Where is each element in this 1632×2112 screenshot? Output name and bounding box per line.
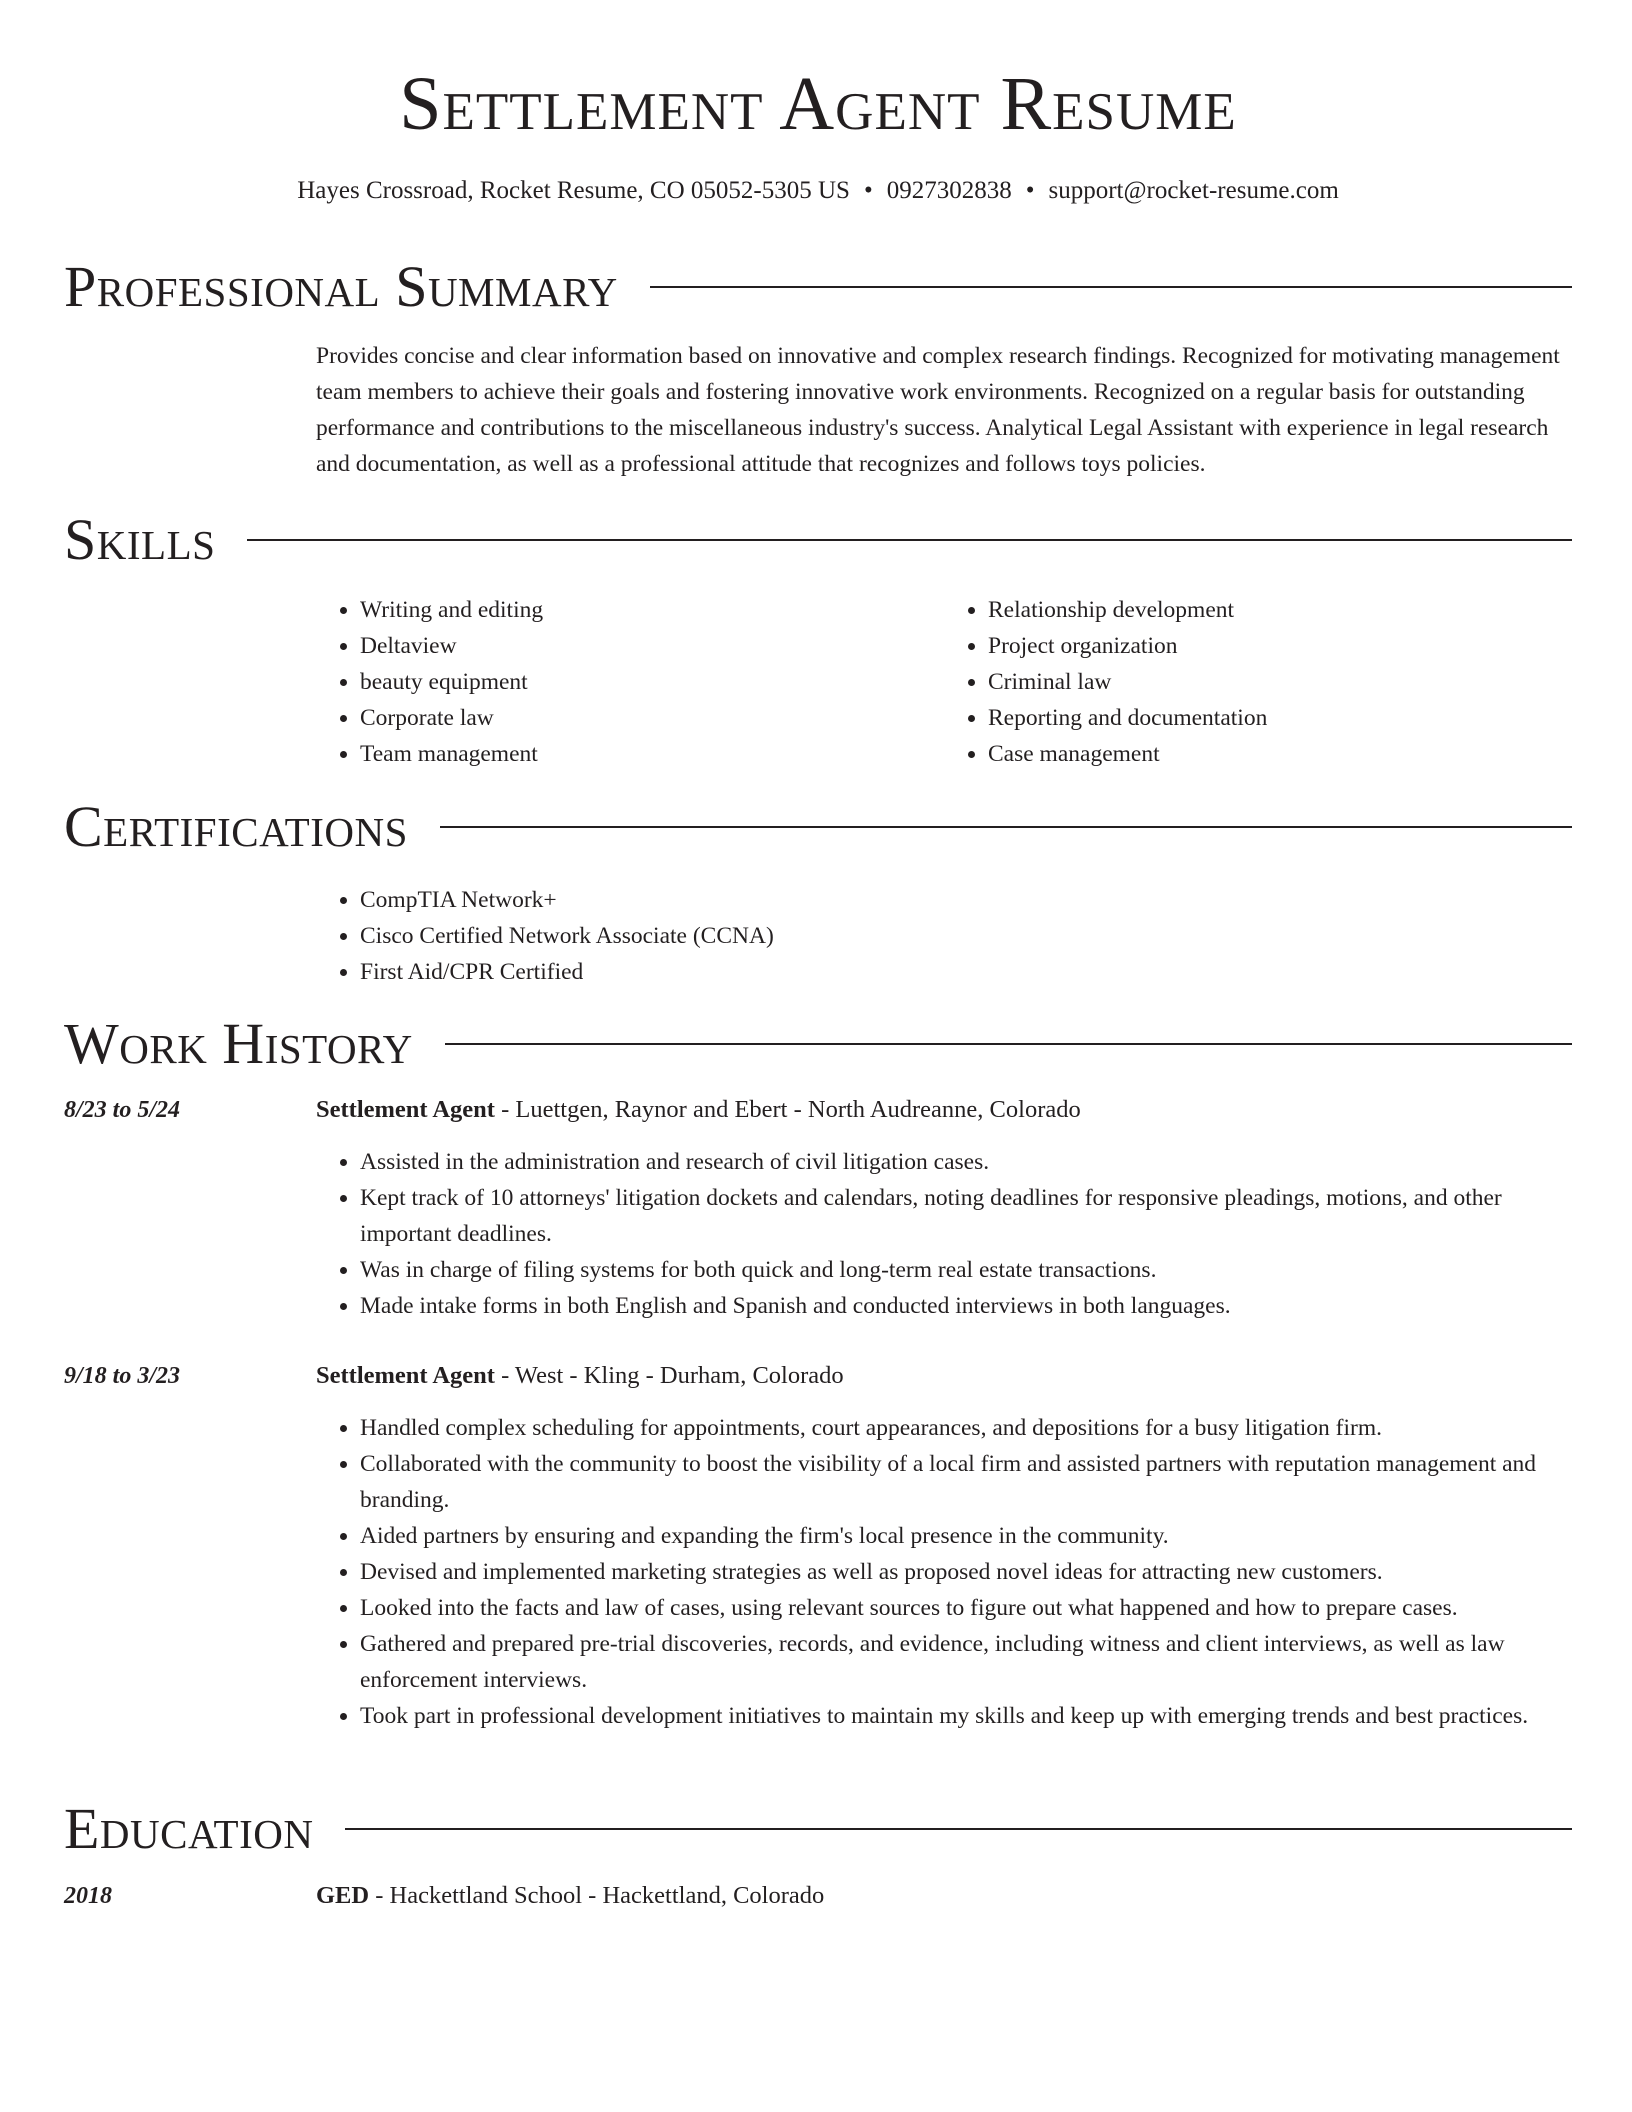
- job-bullet: • Devised and implemented marketing strategies as well as proposed novel ideas for attracting new customers.: [360, 1554, 1572, 1590]
- certification-item: • CompTIA Network+: [360, 882, 1572, 918]
- summary-text: Provides concise and clear information based on innovative and complex research findings. Recognized for motivating management team members to achieve their goals and fostering innovative work environments. Recognized on a regular basis for outstanding performance and contributions to the miscellaneous industry's success. Analytical Legal Assistant with experience in legal research and documentation, as well as a professional attitude that recognizes and follows toys policies.: [316, 343, 1560, 477]
- contact-line: [64, 174, 1572, 208]
- skill-item: • Relationship development: [988, 592, 1572, 628]
- section-divider: [650, 286, 1572, 288]
- job-bullet: • Gathered and prepared pre-trial discoveries, records, and evidence, including witness and client interviews, as well as law enforcement interviews.: [360, 1626, 1572, 1698]
- section-divider: [345, 1828, 1572, 1830]
- separator: •: [1025, 177, 1035, 204]
- job-heading: [316, 1358, 844, 1394]
- phone: 0927302838: [886, 177, 1012, 204]
- job-heading: [316, 1092, 1081, 1128]
- address: Hayes Crossroad, Rocket Resume, CO 05052-5305 US: [297, 177, 850, 204]
- skill-item: • Criminal law: [988, 664, 1572, 700]
- section-header-work-history: [64, 1009, 1572, 1079]
- section-title: Work History: [64, 1011, 413, 1076]
- job-bullet: • Made intake forms in both English and Spanish and conducted interviews in both languages.: [360, 1288, 1572, 1324]
- education-degree: GED: [316, 1882, 370, 1909]
- skill-item: • Team management: [360, 736, 944, 772]
- skills-list: [316, 592, 1572, 772]
- skill-item: • Corporate law: [360, 700, 944, 736]
- separator: •: [863, 177, 873, 204]
- skill-item: • Writing and editing: [360, 592, 944, 628]
- section-divider: [440, 826, 1572, 828]
- job-bullets: [316, 1410, 1572, 1734]
- section-divider: [247, 539, 1572, 541]
- job-bullet: • Looked into the facts and law of cases, using relevant sources to figure out what happened and how to prepare cases.: [360, 1590, 1572, 1626]
- job-bullet: • Was in charge of filing systems for both quick and long-term real estate transactions.: [360, 1252, 1572, 1288]
- section-title: Education: [64, 1796, 314, 1861]
- skill-item: • Project organization: [988, 628, 1572, 664]
- job-bullet: • Aided partners by ensuring and expanding the firm's local presence in the community.: [360, 1518, 1572, 1554]
- education-details: - Hackettland School - Hackettland, Colorado: [369, 1882, 825, 1909]
- skill-item: • Case management: [988, 736, 1572, 772]
- job-bullet: • Kept track of 10 attorneys' litigation dockets and calendars, noting deadlines for responsive pleadings, motions, and other important deadlines.: [360, 1180, 1572, 1252]
- job-dates: 9/18 to 3/23: [64, 1363, 181, 1389]
- skills-column-right: [944, 592, 1572, 772]
- certifications-list: [316, 882, 1572, 990]
- job-bullet: • Collaborated with the community to boost the visibility of a local firm and assisted partners with reputation management and branding.: [360, 1446, 1572, 1518]
- skill-item: • Reporting and documentation: [988, 700, 1572, 736]
- job-title: Settlement Agent: [316, 1096, 495, 1123]
- job-bullet: • Assisted in the administration and research of civil litigation cases.: [360, 1144, 1572, 1180]
- education-year: 2018: [64, 1883, 112, 1909]
- skill-item: • Deltaview: [360, 628, 944, 664]
- section-header-summary: [64, 252, 1572, 322]
- skills-column-left: [316, 592, 944, 772]
- section-title: Professional Summary: [64, 254, 618, 319]
- skill-item: • beauty equipment: [360, 664, 944, 700]
- certification-item: • Cisco Certified Network Associate (CCNA): [360, 918, 1572, 954]
- section-divider: [445, 1043, 1572, 1045]
- page-title: Settlement Agent Resume: [399, 62, 1237, 146]
- job-dates: 8/23 to 5/24: [64, 1097, 181, 1123]
- education-heading: [316, 1878, 824, 1914]
- job-details: - West - Kling - Durham, Colorado: [494, 1362, 844, 1389]
- section-header-education: [64, 1794, 1572, 1864]
- job-bullet: • Took part in professional development initiatives to maintain my skills and keep up with emerging trends and best practices.: [360, 1698, 1572, 1734]
- certification-item: • First Aid/CPR Certified: [360, 954, 1572, 990]
- job-details: - Luettgen, Raynor and Ebert - North Audreanne, Colorado: [494, 1096, 1081, 1123]
- section-title: Certifications: [64, 794, 408, 859]
- job-bullet: • Handled complex scheduling for appointments, court appearances, and depositions for a busy litigation firm.: [360, 1410, 1572, 1446]
- section-title: Skills: [64, 507, 216, 572]
- section-header-skills: [64, 505, 1572, 575]
- job-bullets: [316, 1144, 1572, 1324]
- section-header-certifications: [64, 792, 1572, 862]
- email: support@rocket-resume.com: [1048, 177, 1339, 204]
- job-title: Settlement Agent: [316, 1362, 495, 1389]
